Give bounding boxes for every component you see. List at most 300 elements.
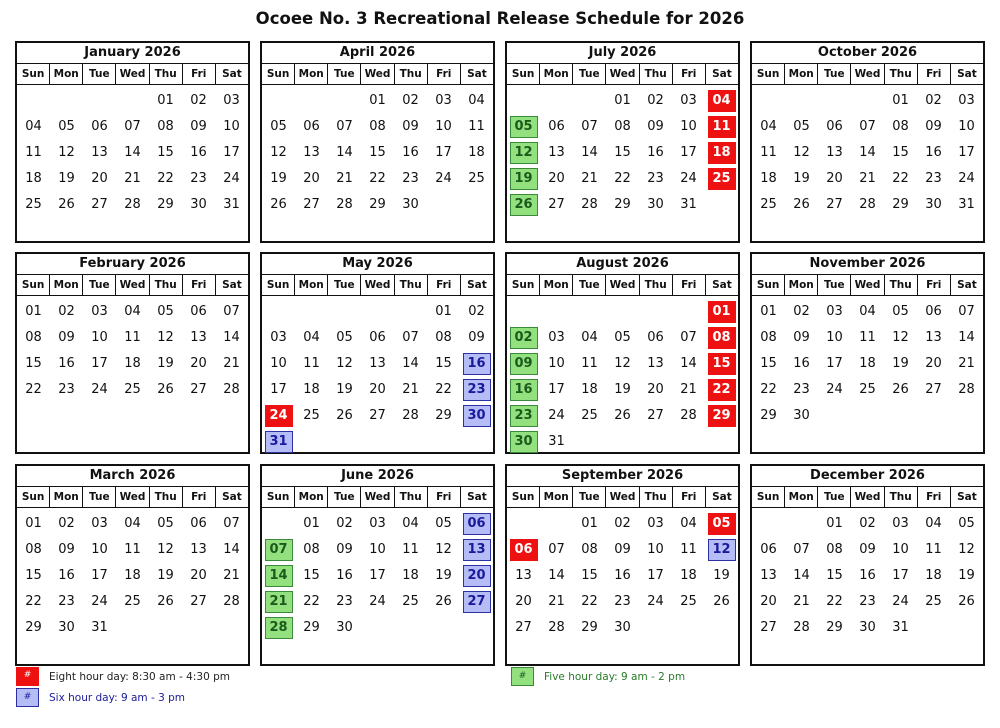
calendar-day <box>818 537 851 563</box>
day-number: 22 <box>303 594 320 609</box>
day-number: 21 <box>958 356 975 371</box>
calendar-day <box>50 299 83 325</box>
day-number: 30 <box>402 197 419 212</box>
weekday-thu: Thu <box>395 64 428 84</box>
day-number: 04 <box>925 516 942 531</box>
calendar-day <box>639 140 672 166</box>
month-december <box>750 464 985 666</box>
calendar-day <box>427 299 460 325</box>
day-number: 31 <box>265 431 293 453</box>
calendar-day <box>361 351 394 377</box>
calendar-day <box>215 299 248 325</box>
day-number: 26 <box>713 594 730 609</box>
day-number: 18 <box>581 382 598 397</box>
calendar-day <box>361 114 394 140</box>
day-number: 17 <box>369 568 386 583</box>
calendar-day <box>17 563 50 589</box>
day-number: 04 <box>303 330 320 345</box>
calendar-day <box>328 166 361 192</box>
day-number: 18 <box>25 171 42 186</box>
day-number: 26 <box>958 594 975 609</box>
day-number: 16 <box>614 568 631 583</box>
day-number: 08 <box>708 327 736 349</box>
day-number: 12 <box>157 330 174 345</box>
weekday-mon: Mon <box>295 64 328 84</box>
calendar-day <box>818 615 851 641</box>
day-number: 13 <box>925 330 942 345</box>
calendar-day <box>149 299 182 325</box>
day-number: 08 <box>581 542 598 557</box>
day-number: 15 <box>435 356 452 371</box>
day-number: 08 <box>303 542 320 557</box>
day-number: 10 <box>680 119 697 134</box>
calendar-day <box>884 589 917 615</box>
empty-day <box>295 299 328 325</box>
calendar-day <box>884 166 917 192</box>
day-number: 02 <box>190 93 207 108</box>
calendar-day <box>818 166 851 192</box>
empty-day <box>540 299 573 325</box>
day-number: 07 <box>548 542 565 557</box>
day-number: 28 <box>265 617 293 639</box>
day-number: 12 <box>157 542 174 557</box>
day-number: 05 <box>793 119 810 134</box>
day-number: 28 <box>548 620 565 635</box>
empty-day <box>851 88 884 114</box>
day-number: 12 <box>435 542 452 557</box>
calendar-day <box>361 88 394 114</box>
calendar-day <box>917 192 950 218</box>
day-number: 14 <box>793 568 810 583</box>
day-number: 06 <box>548 119 565 134</box>
day-number: 06 <box>303 119 320 134</box>
calendar-day <box>818 299 851 325</box>
day-number: 01 <box>435 304 452 319</box>
calendar-day <box>427 140 460 166</box>
day-number: 21 <box>402 382 419 397</box>
calendar-day <box>785 114 818 140</box>
release-day-blue <box>460 563 493 589</box>
calendar-day <box>17 299 50 325</box>
calendar-day <box>116 299 149 325</box>
day-number: 27 <box>369 408 386 423</box>
six-hour-label: Six hour day: 9 am - 3 pm <box>49 691 186 704</box>
weekday-thu: Thu <box>640 487 673 507</box>
day-number: 01 <box>157 93 174 108</box>
calendar-day <box>507 563 540 589</box>
calendar-day <box>785 615 818 641</box>
day-number: 08 <box>614 119 631 134</box>
calendar-day <box>394 537 427 563</box>
calendar-day <box>116 377 149 403</box>
day-number: 20 <box>925 356 942 371</box>
day-number: 08 <box>892 119 909 134</box>
calendar-day <box>149 325 182 351</box>
legend-six-hour <box>16 688 185 707</box>
calendar-day <box>262 192 295 218</box>
day-number: 14 <box>548 568 565 583</box>
day-number: 12 <box>58 145 75 160</box>
day-number: 17 <box>647 568 664 583</box>
day-number: 13 <box>760 568 777 583</box>
calendar-day <box>394 192 427 218</box>
day-number: 24 <box>826 382 843 397</box>
calendar-day <box>884 299 917 325</box>
day-number: 09 <box>402 119 419 134</box>
release-day-green <box>262 589 295 615</box>
day-number: 15 <box>708 353 736 375</box>
calendar-day <box>606 615 639 641</box>
calendar-day <box>50 192 83 218</box>
weekday-thu: Thu <box>885 487 918 507</box>
month-title: January 2026 <box>17 43 248 64</box>
day-number: 18 <box>303 382 320 397</box>
calendar-day <box>606 166 639 192</box>
day-number: 19 <box>336 382 353 397</box>
day-number: 29 <box>303 620 320 635</box>
calendar-day <box>672 403 705 429</box>
calendar-day <box>507 615 540 641</box>
calendar-day <box>17 511 50 537</box>
day-number: 26 <box>58 197 75 212</box>
day-number: 03 <box>223 93 240 108</box>
calendar-day <box>606 377 639 403</box>
day-number: 21 <box>859 171 876 186</box>
day-number: 14 <box>223 330 240 345</box>
calendar-day <box>427 377 460 403</box>
calendar-day <box>752 589 785 615</box>
calendar-day <box>884 351 917 377</box>
weekday-mon: Mon <box>540 487 573 507</box>
day-number: 16 <box>58 356 75 371</box>
day-number: 20 <box>303 171 320 186</box>
day-number: 13 <box>190 542 207 557</box>
day-number: 03 <box>91 516 108 531</box>
weekday-tue: Tue <box>328 64 361 84</box>
day-number: 03 <box>369 516 386 531</box>
release-day-green <box>507 166 540 192</box>
day-number: 11 <box>468 119 485 134</box>
calendar-day <box>950 377 983 403</box>
weekday-fri: Fri <box>428 487 461 507</box>
month-september <box>505 464 740 666</box>
calendar-day <box>262 114 295 140</box>
day-number: 22 <box>25 382 42 397</box>
day-number: 15 <box>25 568 42 583</box>
calendar-day <box>50 589 83 615</box>
calendar-day <box>394 140 427 166</box>
release-day-red <box>262 403 295 429</box>
day-number: 22 <box>826 594 843 609</box>
day-number: 02 <box>336 516 353 531</box>
page-title: Ocoee No. 3 Recreational Release Schedule for 2026 <box>255 9 745 28</box>
day-number: 18 <box>402 568 419 583</box>
calendar-day <box>295 403 328 429</box>
day-number: 11 <box>25 145 42 160</box>
calendar-day <box>328 377 361 403</box>
calendar-day <box>361 140 394 166</box>
calendar-day <box>116 537 149 563</box>
weekday-fri: Fri <box>428 275 461 295</box>
day-number: 23 <box>463 379 491 401</box>
day-number: 08 <box>435 330 452 345</box>
day-number: 27 <box>826 197 843 212</box>
day-number: 01 <box>760 304 777 319</box>
day-number: 05 <box>708 513 736 535</box>
calendar-day <box>639 88 672 114</box>
day-number: 27 <box>463 591 491 613</box>
calendar-day <box>394 403 427 429</box>
weekday-sat: Sat <box>467 491 487 503</box>
day-number: 07 <box>958 304 975 319</box>
day-number: 06 <box>510 539 538 561</box>
calendar-day <box>149 166 182 192</box>
calendar-day <box>851 589 884 615</box>
calendar-day <box>884 192 917 218</box>
calendar-day <box>639 325 672 351</box>
weekday-wed: Wed <box>361 275 394 295</box>
day-number: 09 <box>58 542 75 557</box>
calendar-day <box>540 166 573 192</box>
day-number: 01 <box>369 93 386 108</box>
calendar-day <box>705 589 738 615</box>
month-may <box>260 252 495 454</box>
day-number: 29 <box>708 405 736 427</box>
day-number: 21 <box>680 382 697 397</box>
day-number: 07 <box>223 304 240 319</box>
weekday-thu: Thu <box>150 275 183 295</box>
empty-day <box>17 88 50 114</box>
day-number: 16 <box>463 353 491 375</box>
calendar-day <box>17 377 50 403</box>
weekday-mon: Mon <box>50 64 83 84</box>
day-number: 27 <box>647 408 664 423</box>
calendar-day <box>182 140 215 166</box>
day-number: 18 <box>859 356 876 371</box>
calendar-day <box>215 166 248 192</box>
weekday-tue: Tue <box>818 64 851 84</box>
calendar-day <box>851 325 884 351</box>
weekday-tue: Tue <box>83 487 116 507</box>
calendar-day <box>950 351 983 377</box>
calendar-day <box>752 563 785 589</box>
day-number: 17 <box>270 382 287 397</box>
day-number: 18 <box>680 568 697 583</box>
weekday-fri: Fri <box>673 275 706 295</box>
calendar-day <box>50 140 83 166</box>
empty-day <box>262 299 295 325</box>
calendar-day <box>573 537 606 563</box>
month-title: October 2026 <box>752 43 983 64</box>
day-number: 10 <box>91 542 108 557</box>
weekday-thu: Thu <box>885 275 918 295</box>
weekday-sun: Sun <box>17 275 50 295</box>
weekday-wed: Wed <box>606 64 639 84</box>
calendar-day <box>540 351 573 377</box>
calendar-day <box>215 563 248 589</box>
calendar-day <box>573 140 606 166</box>
day-number: 06 <box>760 542 777 557</box>
day-number: 21 <box>265 591 293 613</box>
calendar-day <box>17 140 50 166</box>
calendar-day <box>149 563 182 589</box>
calendar-day <box>752 114 785 140</box>
weekday-sun: Sun <box>752 275 785 295</box>
day-number: 11 <box>680 542 697 557</box>
day-number: 31 <box>223 197 240 212</box>
day-number: 12 <box>614 356 631 371</box>
calendar-day <box>639 537 672 563</box>
day-number: 25 <box>581 408 598 423</box>
calendar-day <box>573 377 606 403</box>
day-number: 12 <box>958 542 975 557</box>
day-number: 30 <box>190 197 207 212</box>
calendar-day <box>818 589 851 615</box>
weekday-fri: Fri <box>183 64 216 84</box>
calendar-day <box>215 325 248 351</box>
day-number: 04 <box>760 119 777 134</box>
calendar-day <box>394 351 427 377</box>
calendar-day <box>182 511 215 537</box>
day-number: 16 <box>336 568 353 583</box>
calendar-day <box>785 299 818 325</box>
calendar-day <box>540 429 573 455</box>
day-number: 18 <box>925 568 942 583</box>
day-number: 21 <box>223 568 240 583</box>
day-number: 21 <box>581 171 598 186</box>
calendar-day <box>182 377 215 403</box>
day-number: 18 <box>760 171 777 186</box>
five-hour-label: Five hour day: 9 am - 2 pm <box>544 670 686 683</box>
calendar-day <box>606 140 639 166</box>
calendar-day <box>950 140 983 166</box>
calendar-day <box>606 88 639 114</box>
release-day-blue <box>705 537 738 563</box>
day-number: 25 <box>25 197 42 212</box>
calendar-day <box>884 537 917 563</box>
day-number: 24 <box>223 171 240 186</box>
calendar-day <box>83 114 116 140</box>
day-number: 07 <box>793 542 810 557</box>
calendar-day <box>328 537 361 563</box>
day-number: 17 <box>958 145 975 160</box>
calendar-day <box>83 511 116 537</box>
calendar-day <box>17 615 50 641</box>
weekday-mon: Mon <box>785 487 818 507</box>
calendar-day <box>215 114 248 140</box>
day-number: 28 <box>336 197 353 212</box>
release-day-blue <box>460 537 493 563</box>
calendar-day <box>116 511 149 537</box>
calendar-day <box>639 351 672 377</box>
calendar-day <box>394 377 427 403</box>
day-number: 14 <box>265 565 293 587</box>
calendar-day <box>672 166 705 192</box>
eight-hour-label: Eight hour day: 8:30 am - 4:30 pm <box>49 670 230 683</box>
day-number: 01 <box>25 516 42 531</box>
day-number: 02 <box>510 327 538 349</box>
calendar-day <box>460 325 493 351</box>
day-number: 14 <box>402 356 419 371</box>
day-number: 15 <box>303 568 320 583</box>
calendar-day <box>328 325 361 351</box>
weekday-thu: Thu <box>395 275 428 295</box>
day-number: 10 <box>548 356 565 371</box>
day-number: 05 <box>157 516 174 531</box>
day-number: 04 <box>124 304 141 319</box>
calendar-day <box>917 114 950 140</box>
day-number: 19 <box>157 568 174 583</box>
calendar-day <box>818 351 851 377</box>
day-number: 26 <box>793 197 810 212</box>
calendar-day <box>295 511 328 537</box>
day-number: 12 <box>510 142 538 164</box>
weekday-mon: Mon <box>295 275 328 295</box>
calendar-day <box>639 192 672 218</box>
calendar-day <box>851 299 884 325</box>
day-number: 24 <box>91 594 108 609</box>
day-number: 05 <box>510 116 538 138</box>
calendar-day <box>606 192 639 218</box>
day-number: 19 <box>892 356 909 371</box>
calendar-day <box>361 537 394 563</box>
release-day-blue <box>460 377 493 403</box>
calendar-day <box>606 589 639 615</box>
calendar-day <box>116 192 149 218</box>
calendar-day <box>917 537 950 563</box>
day-number: 25 <box>124 382 141 397</box>
calendar-day <box>83 140 116 166</box>
calendar-day <box>427 511 460 537</box>
weekday-wed: Wed <box>606 275 639 295</box>
day-number: 26 <box>614 408 631 423</box>
day-number: 28 <box>581 197 598 212</box>
calendar-day <box>950 589 983 615</box>
weekday-wed: Wed <box>851 275 884 295</box>
day-number: 27 <box>303 197 320 212</box>
day-number: 15 <box>892 145 909 160</box>
day-number: 10 <box>435 119 452 134</box>
calendar-day <box>752 192 785 218</box>
day-number: 09 <box>468 330 485 345</box>
calendar-day <box>752 325 785 351</box>
day-number: 15 <box>826 568 843 583</box>
calendar-day <box>672 563 705 589</box>
calendar-day <box>818 140 851 166</box>
weekday-header <box>17 64 248 85</box>
day-number: 08 <box>25 542 42 557</box>
release-day-green <box>507 192 540 218</box>
day-number: 01 <box>708 301 736 323</box>
calendar-day <box>917 377 950 403</box>
day-number: 14 <box>859 145 876 160</box>
calendar-day <box>394 563 427 589</box>
calendar-day <box>83 589 116 615</box>
release-day-red <box>705 88 738 114</box>
day-number: 26 <box>892 382 909 397</box>
calendar-day <box>50 351 83 377</box>
calendar-day <box>950 88 983 114</box>
calendar-day <box>116 589 149 615</box>
day-number: 30 <box>859 620 876 635</box>
calendar-day <box>460 114 493 140</box>
day-number: 07 <box>223 516 240 531</box>
day-number: 27 <box>760 620 777 635</box>
calendar-day <box>182 166 215 192</box>
empty-day <box>116 88 149 114</box>
weekday-thu: Thu <box>395 487 428 507</box>
calendar-day <box>116 351 149 377</box>
